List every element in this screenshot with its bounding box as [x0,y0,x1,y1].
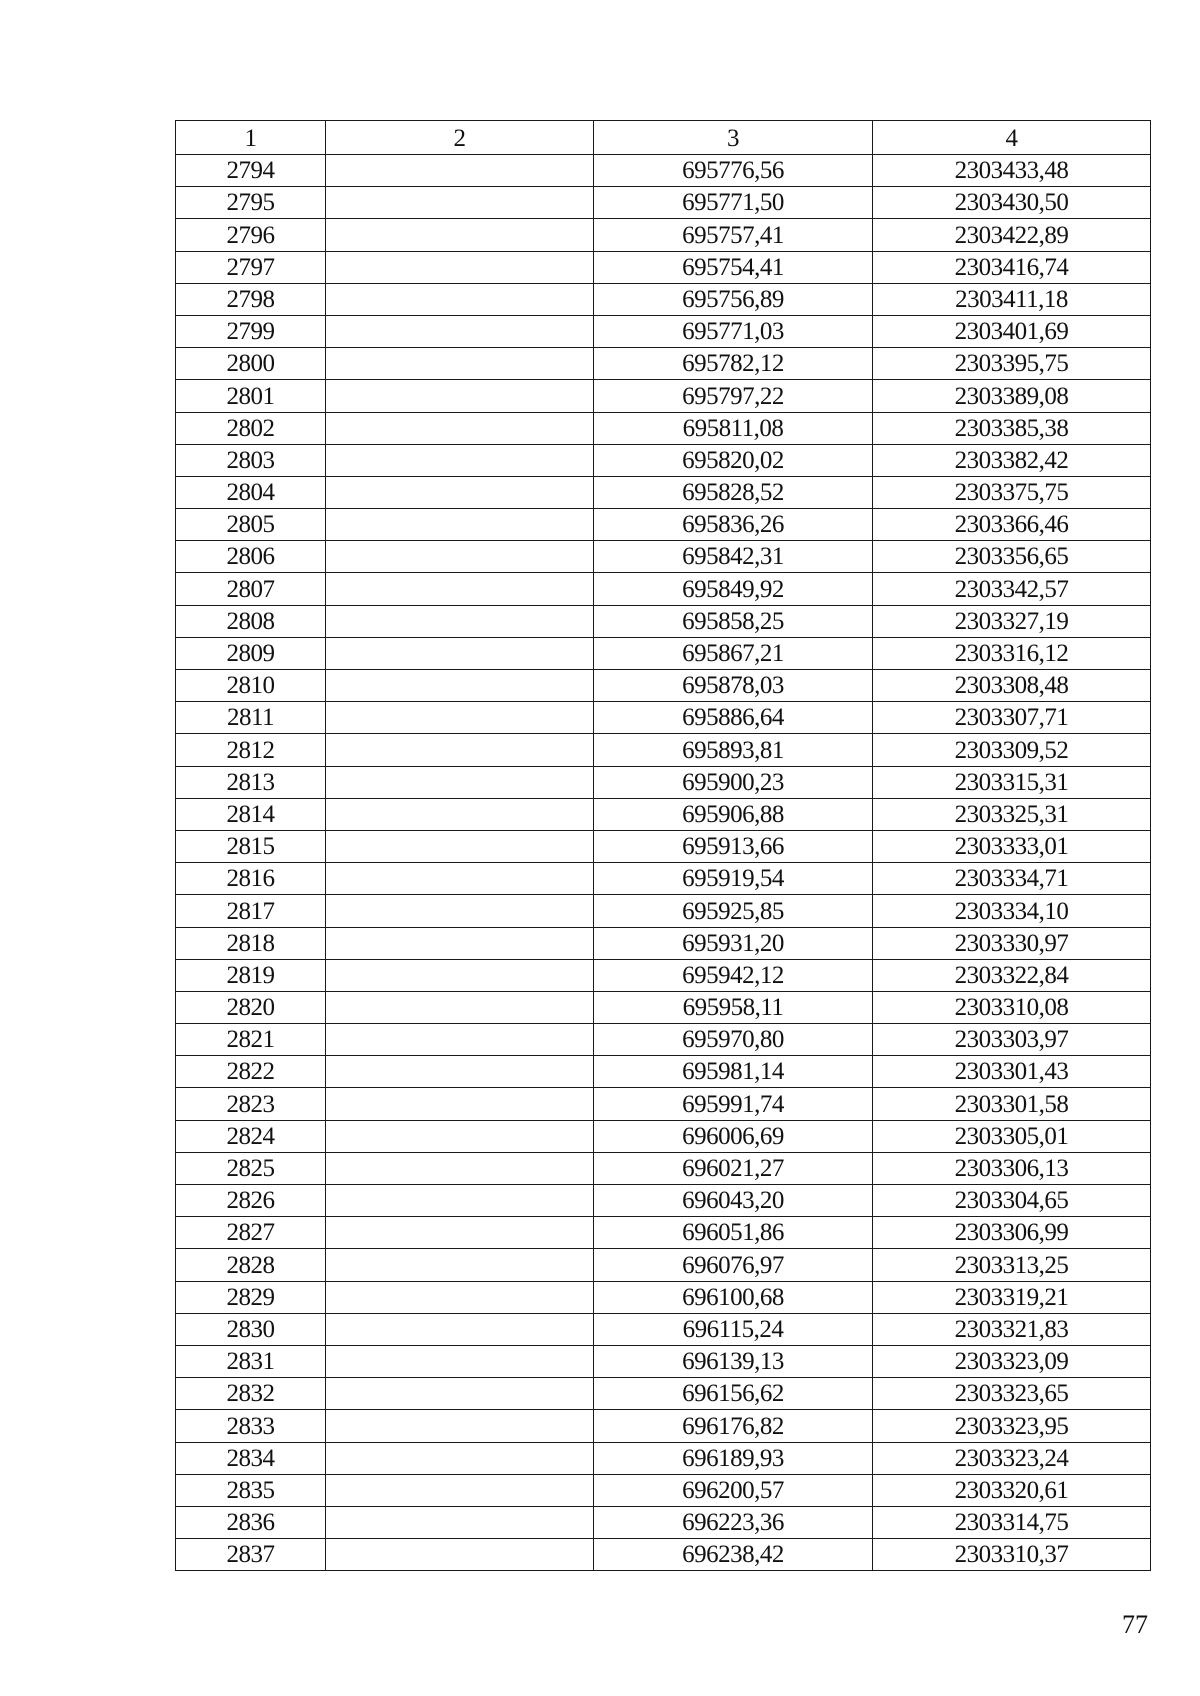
point-number-cell: 2801 [176,380,326,412]
y-coordinate-cell: 2303301,43 [873,1056,1151,1088]
description-cell [326,1281,594,1313]
x-coordinate-cell: 696200,57 [594,1474,873,1506]
x-coordinate-cell: 696223,36 [594,1506,873,1538]
y-coordinate-cell: 2303375,75 [873,476,1151,508]
description-cell [326,1539,594,1571]
x-coordinate-cell: 695991,74 [594,1088,873,1120]
y-coordinate-cell: 2303325,31 [873,798,1151,830]
y-coordinate-cell: 2303382,42 [873,444,1151,476]
description-cell [326,1056,594,1088]
y-coordinate-cell: 2303301,58 [873,1088,1151,1120]
description-cell [326,444,594,476]
table-row [176,766,1151,798]
table-row [176,573,1151,605]
x-coordinate-cell: 695771,03 [594,315,873,347]
description-cell [326,541,594,573]
description-cell [326,251,594,283]
x-coordinate-cell: 696189,93 [594,1442,873,1474]
y-coordinate-cell: 2303305,01 [873,1120,1151,1152]
table-row [176,734,1151,766]
description-cell [326,509,594,541]
y-coordinate-cell: 2303330,97 [873,927,1151,959]
table-row [176,187,1151,219]
column-header-3: 3 [594,121,873,155]
table-row [176,927,1151,959]
table-row [176,1378,1151,1410]
x-coordinate-cell: 695970,80 [594,1024,873,1056]
y-coordinate-cell: 2303356,65 [873,541,1151,573]
y-coordinate-cell: 2303395,75 [873,348,1151,380]
point-number-cell: 2806 [176,541,326,573]
description-cell [326,605,594,637]
y-coordinate-cell: 2303323,09 [873,1345,1151,1377]
point-number-cell: 2802 [176,412,326,444]
description-cell [326,1088,594,1120]
description-cell [326,1249,594,1281]
table-body [176,155,1151,1571]
point-number-cell: 2810 [176,670,326,702]
x-coordinate-cell: 695878,03 [594,670,873,702]
x-coordinate-cell: 695931,20 [594,927,873,959]
x-coordinate-cell: 695756,89 [594,283,873,315]
description-cell [326,637,594,669]
table-row [176,348,1151,380]
point-number-cell: 2804 [176,476,326,508]
x-coordinate-cell: 696006,69 [594,1120,873,1152]
x-coordinate-cell: 695782,12 [594,348,873,380]
description-cell [326,1442,594,1474]
y-coordinate-cell: 2303303,97 [873,1024,1151,1056]
point-number-cell: 2823 [176,1088,326,1120]
table-row [176,830,1151,862]
table-row [176,315,1151,347]
point-number-cell: 2830 [176,1313,326,1345]
table-row [176,1217,1151,1249]
description-cell [326,766,594,798]
x-coordinate-cell: 695754,41 [594,251,873,283]
table-row [176,155,1151,187]
description-cell [326,187,594,219]
description-cell [326,1120,594,1152]
description-cell [326,702,594,734]
y-coordinate-cell: 2303321,83 [873,1313,1151,1345]
description-cell [326,1345,594,1377]
x-coordinate-cell: 695836,26 [594,509,873,541]
point-number-cell: 2824 [176,1120,326,1152]
description-cell [326,830,594,862]
table-row [176,380,1151,412]
table-row [176,1152,1151,1184]
y-coordinate-cell: 2303314,75 [873,1506,1151,1538]
y-coordinate-cell: 2303401,69 [873,315,1151,347]
table-row [176,1056,1151,1088]
x-coordinate-cell: 695925,85 [594,895,873,927]
point-number-cell: 2829 [176,1281,326,1313]
x-coordinate-cell: 695811,08 [594,412,873,444]
description-cell [326,1313,594,1345]
page-number: 77 [1122,1610,1148,1639]
x-coordinate-cell: 695776,56 [594,155,873,187]
x-coordinate-cell: 695771,50 [594,187,873,219]
y-coordinate-cell: 2303389,08 [873,380,1151,412]
point-number-cell: 2798 [176,283,326,315]
y-coordinate-cell: 2303304,65 [873,1185,1151,1217]
description-cell [326,348,594,380]
description-cell [326,798,594,830]
point-number-cell: 2822 [176,1056,326,1088]
table-row [176,1345,1151,1377]
y-coordinate-cell: 2303309,52 [873,734,1151,766]
description-cell [326,895,594,927]
description-cell [326,573,594,605]
point-number-cell: 2819 [176,959,326,991]
point-number-cell: 2807 [176,573,326,605]
x-coordinate-cell: 696076,97 [594,1249,873,1281]
y-coordinate-cell: 2303315,31 [873,766,1151,798]
point-number-cell: 2797 [176,251,326,283]
point-number-cell: 2799 [176,315,326,347]
table-row [176,509,1151,541]
table-row [176,637,1151,669]
table-row [176,702,1151,734]
table-row [176,412,1151,444]
y-coordinate-cell: 2303323,65 [873,1378,1151,1410]
description-cell [326,927,594,959]
y-coordinate-cell: 2303320,61 [873,1474,1151,1506]
table-row [176,1249,1151,1281]
point-number-cell: 2816 [176,863,326,895]
x-coordinate-cell: 695919,54 [594,863,873,895]
y-coordinate-cell: 2303319,21 [873,1281,1151,1313]
point-number-cell: 2818 [176,927,326,959]
x-coordinate-cell: 696021,27 [594,1152,873,1184]
x-coordinate-cell: 695842,31 [594,541,873,573]
y-coordinate-cell: 2303334,71 [873,863,1151,895]
point-number-cell: 2803 [176,444,326,476]
y-coordinate-cell: 2303334,10 [873,895,1151,927]
x-coordinate-cell: 695820,02 [594,444,873,476]
table-row [176,1442,1151,1474]
x-coordinate-cell: 695849,92 [594,573,873,605]
description-cell [326,283,594,315]
x-coordinate-cell: 696100,68 [594,1281,873,1313]
point-number-cell: 2821 [176,1024,326,1056]
x-coordinate-cell: 695893,81 [594,734,873,766]
y-coordinate-cell: 2303308,48 [873,670,1151,702]
x-coordinate-cell: 695900,23 [594,766,873,798]
point-number-cell: 2835 [176,1474,326,1506]
x-coordinate-cell: 695913,66 [594,830,873,862]
point-number-cell: 2832 [176,1378,326,1410]
table-row [176,1410,1151,1442]
x-coordinate-cell: 695958,11 [594,991,873,1023]
y-coordinate-cell: 2303323,95 [873,1410,1151,1442]
table-header-row [176,121,1151,155]
point-number-cell: 2813 [176,766,326,798]
description-cell [326,1152,594,1184]
point-number-cell: 2796 [176,219,326,251]
y-coordinate-cell: 2303342,57 [873,573,1151,605]
y-coordinate-cell: 2303327,19 [873,605,1151,637]
table-row [176,863,1151,895]
description-cell [326,863,594,895]
y-coordinate-cell: 2303313,25 [873,1249,1151,1281]
x-coordinate-cell: 696051,86 [594,1217,873,1249]
description-cell [326,412,594,444]
table-row [176,1474,1151,1506]
x-coordinate-cell: 696176,82 [594,1410,873,1442]
description-cell [326,670,594,702]
y-coordinate-cell: 2303333,01 [873,830,1151,862]
table-row [176,1313,1151,1345]
table-row [176,798,1151,830]
y-coordinate-cell: 2303310,08 [873,991,1151,1023]
table-row [176,541,1151,573]
y-coordinate-cell: 2303385,38 [873,412,1151,444]
table-row [176,1185,1151,1217]
point-number-cell: 2800 [176,348,326,380]
x-coordinate-cell: 695981,14 [594,1056,873,1088]
x-coordinate-cell: 695797,22 [594,380,873,412]
x-coordinate-cell: 695858,25 [594,605,873,637]
point-number-cell: 2828 [176,1249,326,1281]
description-cell [326,1474,594,1506]
point-number-cell: 2836 [176,1506,326,1538]
x-coordinate-cell: 696139,13 [594,1345,873,1377]
table-row [176,476,1151,508]
table-row [176,1281,1151,1313]
description-cell [326,1378,594,1410]
point-number-cell: 2833 [176,1410,326,1442]
point-number-cell: 2817 [176,895,326,927]
y-coordinate-cell: 2303307,71 [873,702,1151,734]
point-number-cell: 2837 [176,1539,326,1571]
y-coordinate-cell: 2303411,18 [873,283,1151,315]
x-coordinate-cell: 696156,62 [594,1378,873,1410]
y-coordinate-cell: 2303430,50 [873,187,1151,219]
y-coordinate-cell: 2303306,13 [873,1152,1151,1184]
description-cell [326,380,594,412]
table-row [176,1539,1151,1571]
point-number-cell: 2825 [176,1152,326,1184]
point-number-cell: 2795 [176,187,326,219]
point-number-cell: 2820 [176,991,326,1023]
y-coordinate-cell: 2303322,84 [873,959,1151,991]
point-number-cell: 2834 [176,1442,326,1474]
table-row [176,605,1151,637]
y-coordinate-cell: 2303366,46 [873,509,1151,541]
description-cell [326,155,594,187]
description-cell [326,219,594,251]
description-cell [326,1217,594,1249]
point-number-cell: 2826 [176,1185,326,1217]
description-cell [326,1506,594,1538]
description-cell [326,315,594,347]
x-coordinate-cell: 695906,88 [594,798,873,830]
table-row [176,251,1151,283]
table-row [176,444,1151,476]
point-number-cell: 2814 [176,798,326,830]
column-header-4: 4 [873,121,1151,155]
column-header-1: 1 [176,121,326,155]
point-number-cell: 2812 [176,734,326,766]
x-coordinate-cell: 696115,24 [594,1313,873,1345]
point-number-cell: 2808 [176,605,326,637]
point-number-cell: 2831 [176,1345,326,1377]
description-cell [326,1024,594,1056]
y-coordinate-cell: 2303422,89 [873,219,1151,251]
point-number-cell: 2827 [176,1217,326,1249]
y-coordinate-cell: 2303310,37 [873,1539,1151,1571]
point-number-cell: 2809 [176,637,326,669]
table-row [176,959,1151,991]
coordinates-table [175,120,1151,1571]
description-cell [326,1185,594,1217]
point-number-cell: 2805 [176,509,326,541]
y-coordinate-cell: 2303416,74 [873,251,1151,283]
table-row [176,1088,1151,1120]
table-row [176,670,1151,702]
column-header-2: 2 [326,121,594,155]
table-row [176,1024,1151,1056]
table-row [176,219,1151,251]
x-coordinate-cell: 695828,52 [594,476,873,508]
y-coordinate-cell: 2303433,48 [873,155,1151,187]
table-row [176,1120,1151,1152]
x-coordinate-cell: 695942,12 [594,959,873,991]
description-cell [326,991,594,1023]
description-cell [326,959,594,991]
table-row [176,991,1151,1023]
point-number-cell: 2794 [176,155,326,187]
table-row [176,283,1151,315]
y-coordinate-cell: 2303323,24 [873,1442,1151,1474]
description-cell [326,476,594,508]
x-coordinate-cell: 695757,41 [594,219,873,251]
table-row [176,895,1151,927]
point-number-cell: 2811 [176,702,326,734]
x-coordinate-cell: 696238,42 [594,1539,873,1571]
y-coordinate-cell: 2303316,12 [873,637,1151,669]
x-coordinate-cell: 695867,21 [594,637,873,669]
y-coordinate-cell: 2303306,99 [873,1217,1151,1249]
table-row [176,1506,1151,1538]
description-cell [326,734,594,766]
description-cell [326,1410,594,1442]
point-number-cell: 2815 [176,830,326,862]
x-coordinate-cell: 696043,20 [594,1185,873,1217]
x-coordinate-cell: 695886,64 [594,702,873,734]
